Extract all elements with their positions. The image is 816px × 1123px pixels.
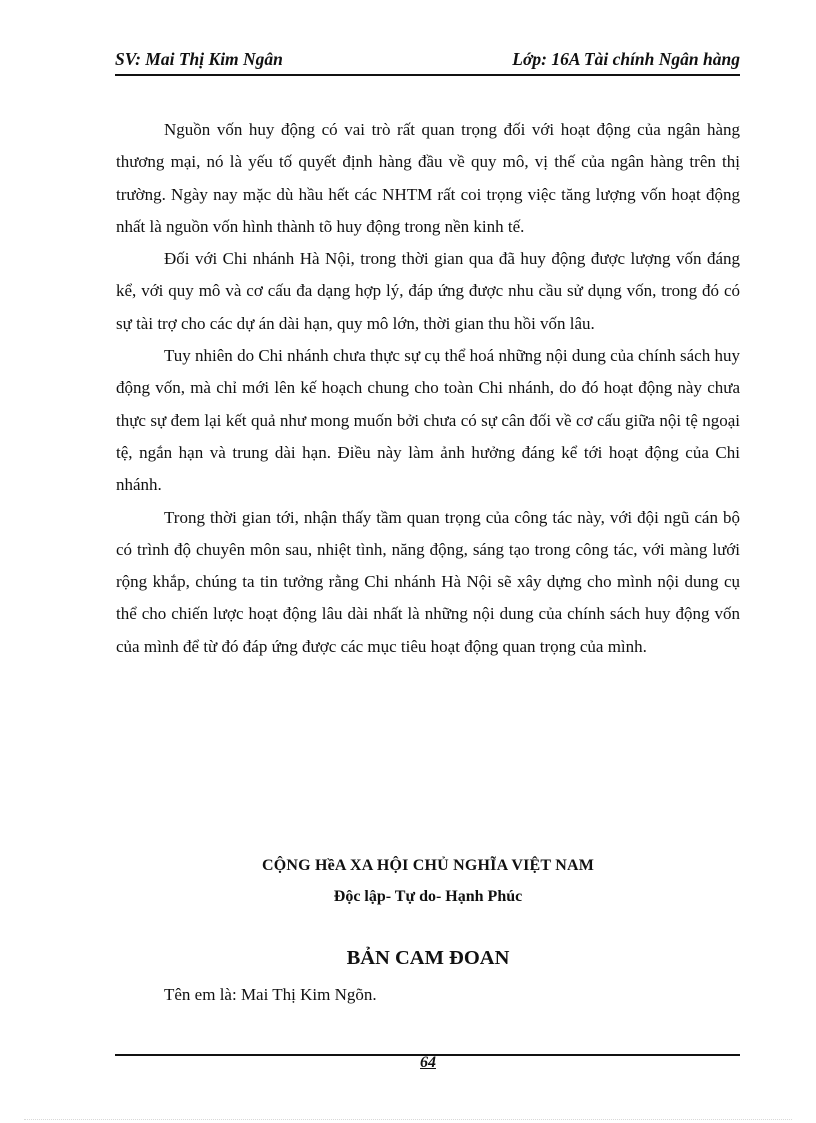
declarant-name-line: Tên em là: Mai Thị Kim Ngõn.: [164, 985, 377, 1004]
header-student-name: SV: Mai Thị Kim Ngân: [115, 49, 283, 69]
commitment-title: BẢN CAM ĐOAN: [346, 947, 510, 969]
page-number: 64: [420, 1054, 436, 1071]
paragraph-4: Trong thời gian tới, nhận thấy tầm quan trọng của công tác này, với đội ngũ cán bộ có trình độ chuyên môn sau, nhiệt tình, năng động, sáng tạo trong công tác, với màng lưới rộng khắp, chúng ta tin tưởng rằng Chi nhánh Hà Nội sẽ xây dựng cho mình nội dung cụ thể cho chiến lược hoạt động lâu dài nhất là những nội dung của chính sách huy động vốn của mình để từ đó đáp ứng được các mục tiêu hoạt động quan trọng của mình.: [116, 507, 740, 656]
paragraph-2: Đối với Chi nhánh Hà Nội, trong thời gian qua đã huy động được lượng vốn đáng kể, với quy mô và cơ cấu đa dạng hợp lý, đáp ứng được nhu cầu sử dụng vốn, trong đó có sự tài trợ cho các dự án dài hạn, quy mô lớn, thời gian thu hồi vốn lâu.: [116, 249, 740, 333]
page-bottom-dotted-border: [24, 1119, 792, 1120]
page-header: [115, 48, 740, 76]
paragraph-3: Tuy nhiên do Chi nhánh chưa thực sự cụ thể hoá những nội dung của chính sách huy động vốn, mà chỉ mới lên kế hoạch chung cho toàn Chi nhánh, do đó hoạt động này chưa thực sự đem lại kết quả như mong muốn bởi chưa có sự cân đối về cơ cấu giữa nội tệ ngoại tệ, ngắn hạn và trung dài hạn. Điều này làm ảnh hưởng đáng kể tới hoạt động của Chi nhánh.: [116, 346, 740, 495]
paragraph-1: Nguồn vốn huy động có vai trò rất quan trọng đối với hoạt động của ngân hàng thương mại, nó là yếu tố quyết định hàng đầu về quy mô, vị thế của ngân hàng trên thị trường. Ngày nay mặc dù hầu hết các NHTM rất coi trọng việc tăng lượng vốn hoạt động nhất là nguồn vốn hình thành tõ huy động trong nền kinh tế.: [116, 120, 740, 236]
body-text: [116, 114, 740, 663]
republic-heading: CỘNG HềA XA HỘI CHỦ NGHĨA VIỆT NAM: [261, 857, 595, 874]
header-class-name: Lớp: 16A Tài chính Ngân hàng: [512, 49, 740, 69]
national-motto: Độc lập- Tự do- Hạnh Phúc: [333, 888, 523, 905]
